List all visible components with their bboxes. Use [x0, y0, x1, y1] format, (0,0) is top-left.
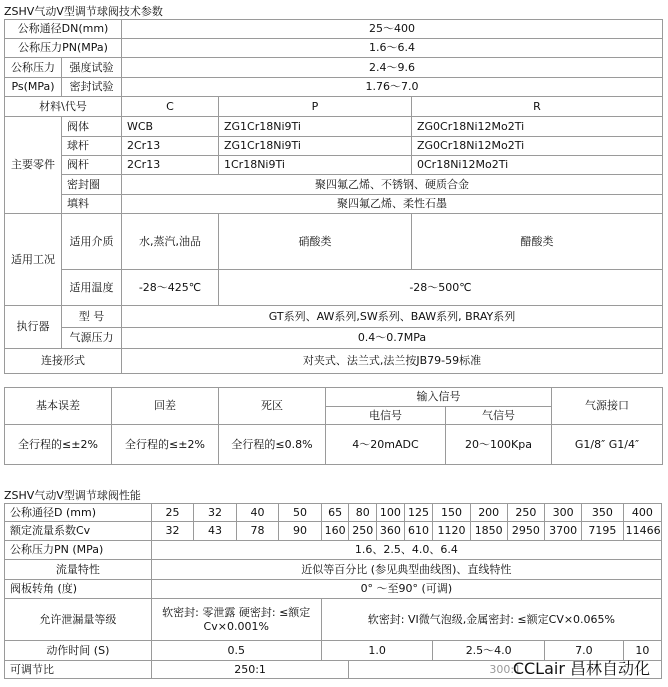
action-time-value: 1.0: [321, 641, 433, 661]
perf-cv-cell: 1120: [433, 522, 470, 541]
actuator-label: 执行器: [5, 306, 62, 349]
perf-pn-value: 1.6、2.5、4.0、6.4: [151, 541, 661, 560]
action-time-value: 0.5: [151, 641, 321, 661]
perf-dn-cell: 80: [349, 504, 377, 522]
ball-p: ZG1Cr18Ni9Ti: [219, 137, 412, 156]
seal-test-value: 1.76～7.0: [122, 78, 663, 97]
rangeability-right: 300:1: [349, 661, 662, 679]
ps-label-bottom: Ps(MPa): [5, 78, 62, 97]
perf-dn-cell: 65: [321, 504, 349, 522]
perf-dn-cell: 100: [377, 504, 405, 522]
perf-cv-cell: 3700: [545, 522, 582, 541]
tech-params-title: ZSHV气动V型调节球阀技术参数: [4, 5, 163, 18]
perf-cv-cell: 11466: [623, 522, 661, 541]
perf-dn-cell: 50: [279, 504, 322, 522]
medium-c: 水,蒸汽,油品: [122, 214, 219, 270]
seal-test-label: 密封试验: [62, 78, 122, 97]
signal-table: [4, 387, 663, 465]
dn-value: 25～400: [122, 20, 663, 39]
air-source-label: 气源接口: [552, 388, 663, 425]
perf-cv-row: [5, 522, 662, 541]
leakage-class-label: 允许泄漏量等级: [5, 599, 152, 641]
action-time-label: 动作时间 (S): [5, 641, 152, 661]
perf-cv-cell: 7195: [582, 522, 623, 541]
body-c: WCB: [122, 117, 219, 137]
leakage-metal-value: 软密封: VI微气泡级,金属密封: ≤额定CV×0.065%: [321, 599, 661, 641]
leakage-soft-value: 软密封: 零泄露 硬密封: ≤额定Cv×0.001%: [151, 599, 321, 641]
code-r: R: [412, 97, 663, 117]
perf-dn-cell: 125: [404, 504, 433, 522]
perf-cv-cell: 360: [377, 522, 405, 541]
temp-label: 适用温度: [62, 270, 122, 306]
air-source-value: G1/8″ G1/4″: [552, 425, 663, 465]
perf-cv-cell: 160: [321, 522, 349, 541]
perf-dn-cell: 25: [151, 504, 194, 522]
connection-label: 连接形式: [5, 349, 122, 374]
perf-dn-cell: 40: [236, 504, 279, 522]
basic-error-label: 基本误差: [5, 388, 112, 425]
input-signal-label: 输入信号: [326, 388, 552, 407]
main-parts-label: 主要零件: [5, 117, 62, 214]
seal-ring-label: 密封圈: [62, 175, 122, 195]
stem-label: 阀杆: [62, 156, 122, 175]
temp-c: -28～425℃: [122, 270, 219, 306]
electric-signal-value: 4～20mADC: [326, 425, 446, 465]
packing-label: 填料: [62, 195, 122, 214]
body-r: ZG0Cr18Ni12Mo2Ti: [412, 117, 663, 137]
strength-label: 强度试验: [62, 58, 122, 78]
seal-ring-value: 聚四氟乙烯、不锈钢、硬质合金: [122, 175, 663, 195]
flow-characteristic-value: 近似等百分比 (参见典型曲线图)、直线特性: [151, 560, 661, 580]
pn-value: 1.6～6.4: [122, 39, 663, 58]
body-p: ZG1Cr18Ni9Ti: [219, 117, 412, 137]
code-p: P: [219, 97, 412, 117]
plate-angle-label: 阀板转角 (度): [5, 580, 152, 599]
dead-zone-label: 死区: [219, 388, 326, 425]
stem-r: 0Cr18Ni12Mo2Ti: [412, 156, 663, 175]
perf-dn-label: 公称通径D (mm): [5, 504, 152, 522]
perf-cv-cell: 2950: [507, 522, 544, 541]
medium-r: 醋酸类: [412, 214, 663, 270]
medium-label: 适用介质: [62, 214, 122, 270]
ball-label: 球杆: [62, 137, 122, 156]
connection-value: 对夹式、法兰式,法兰按JB79-59标准: [122, 349, 663, 374]
perf-cv-cell: 43: [194, 522, 237, 541]
pn-label: 公称压力PN(MPa): [5, 39, 122, 58]
pneumatic-signal-label: 气信号: [446, 407, 552, 425]
action-time-value: 7.0: [545, 641, 624, 661]
dead-zone-value: 全行程的≤0.8%: [219, 425, 326, 465]
applicable-label: 适用工况: [5, 214, 62, 306]
model-value: GT系列、AW系列,SW系列、BAW系列, BRAY系列: [122, 306, 663, 328]
stem-p: 1Cr18Ni9Ti: [219, 156, 412, 175]
action-time-value: 2.5～4.0: [433, 641, 545, 661]
tech-params-table: [4, 19, 663, 374]
body-label: 阀体: [62, 117, 122, 137]
model-label: 型 号: [62, 306, 122, 328]
hysteresis-value: 全行程的≤±2%: [112, 425, 219, 465]
ps-label-top: 公称压力: [5, 58, 62, 78]
air-pressure-value: 0.4～0.7MPa: [122, 328, 663, 349]
pneumatic-signal-value: 20～100Kpa: [446, 425, 552, 465]
perf-cv-cell: 1850: [470, 522, 507, 541]
rangeability-label: 可调节比: [5, 661, 152, 679]
air-pressure-label: 气源压力: [62, 328, 122, 349]
basic-error-value: 全行程的≤±2%: [5, 425, 112, 465]
strength-value: 2.4～9.6: [122, 58, 663, 78]
perf-cv-cell: 90: [279, 522, 322, 541]
rangeability-left: 250:1: [151, 661, 349, 679]
perf-dn-cell: 300: [545, 504, 582, 522]
flow-characteristic-label: 流量特性: [5, 560, 152, 580]
performance-title: ZSHV气动V型调节球阀性能: [4, 489, 141, 502]
watermark-logo: CCLair 昌林自动化: [512, 659, 650, 678]
performance-table: [4, 503, 662, 679]
stem-c: 2Cr13: [122, 156, 219, 175]
plate-angle-value: 0° ～至90° (可调): [151, 580, 661, 599]
perf-dn-cell: 400: [623, 504, 661, 522]
code-c: C: [122, 97, 219, 117]
perf-cv-cell: 250: [349, 522, 377, 541]
perf-cv-cell: 32: [151, 522, 194, 541]
perf-dn-cell: 150: [433, 504, 470, 522]
perf-dn-row: [5, 504, 662, 522]
perf-cv-cell: 610: [404, 522, 433, 541]
perf-pn-label: 公称压力PN (MPa): [5, 541, 152, 560]
packing-value: 聚四氟乙烯、柔性石墨: [122, 195, 663, 214]
dn-label: 公称通径DN(mm): [5, 20, 122, 39]
perf-dn-cell: 32: [194, 504, 237, 522]
perf-cv-cell: 78: [236, 522, 279, 541]
electric-signal-label: 电信号: [326, 407, 446, 425]
perf-dn-cell: 200: [470, 504, 507, 522]
ball-r: ZG0Cr18Ni12Mo2Ti: [412, 137, 663, 156]
perf-dn-cell: 350: [582, 504, 623, 522]
temp-pr: -28～500℃: [219, 270, 663, 306]
material-code-label: 材料\代号: [5, 97, 122, 117]
perf-dn-cell: 250: [507, 504, 544, 522]
perf-cv-label: 额定流量系数Cv: [5, 522, 152, 541]
action-time-value: 10: [623, 641, 661, 661]
ball-c: 2Cr13: [122, 137, 219, 156]
medium-p: 硝酸类: [219, 214, 412, 270]
hysteresis-label: 回差: [112, 388, 219, 425]
